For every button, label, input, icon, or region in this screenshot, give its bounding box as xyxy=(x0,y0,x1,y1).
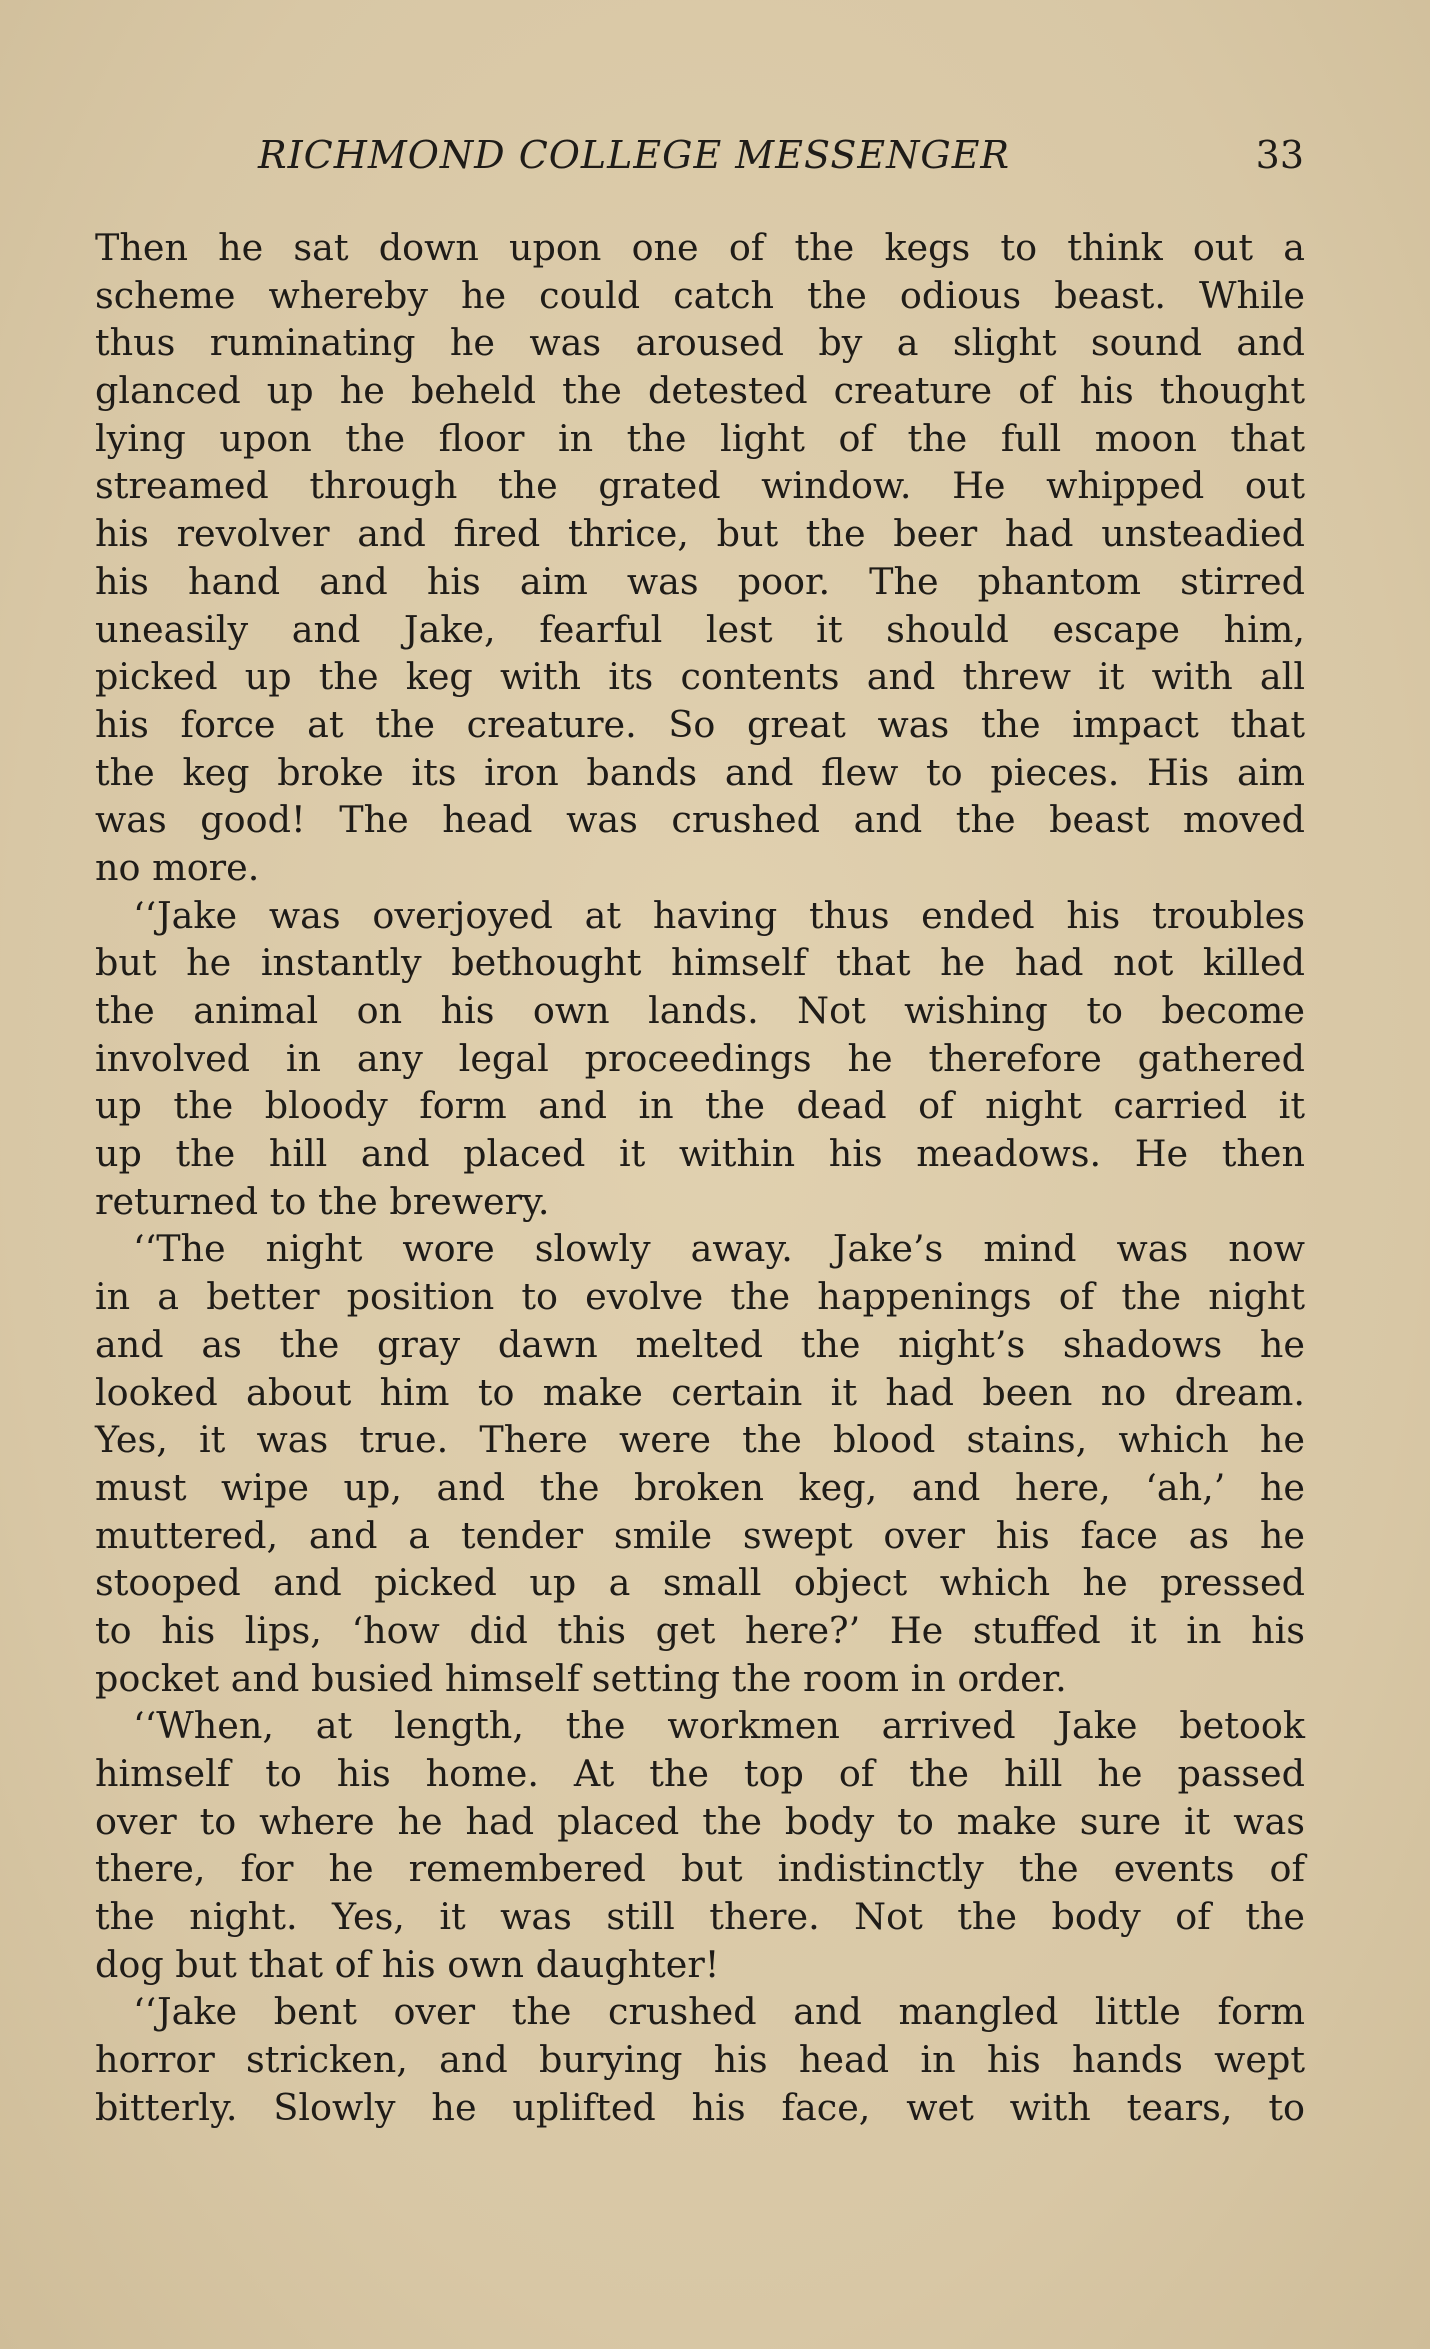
text-line: the night. Yes, it was still there. Not the body of the xyxy=(95,1895,1305,1939)
text-line: must wipe up, and the broken keg, and here, ‘ah,’ he xyxy=(95,1465,1305,1509)
text-line: glanced up he beheld the detested creature of his thought xyxy=(95,369,1305,413)
text-line: ‘‘When, at length, the workmen arrived Jake betook xyxy=(133,1704,1305,1748)
text-line: was good! The head was crushed and the beast moved xyxy=(95,798,1305,842)
page-number: 33 xyxy=(1255,133,1304,177)
text-line: thus ruminating he was aroused by a slight sound and xyxy=(95,321,1305,365)
text-line: in a better position to evolve the happenings of the night xyxy=(95,1275,1305,1319)
text-line: streamed through the grated window. He whipped out xyxy=(95,464,1305,508)
text-line: ‘‘Jake bent over the crushed and mangled little form xyxy=(133,1990,1305,2034)
text-line: uneasily and Jake, fearful lest it should escape him, xyxy=(95,607,1305,651)
text-line: dog but that of his own daughter! xyxy=(95,1942,720,1986)
text-line: his hand and his aim was poor. The phantom stirred xyxy=(95,559,1305,603)
text-line: himself to his home. At the top of the hill he passed xyxy=(95,1752,1305,1795)
text-line: scheme whereby he could catch the odious beast. While xyxy=(95,273,1305,317)
text-line: Yes, it was true. There were the blood stains, which he xyxy=(95,1418,1305,1462)
text-line: involved in any legal proceedings he therefore gathered xyxy=(95,1036,1305,1080)
journal-title: RICHMOND COLLEGE MESSENGER xyxy=(258,133,1011,177)
text-line: the keg broke its iron bands and flew to pieces. His aim xyxy=(95,750,1305,794)
paragraph xyxy=(95,892,1305,1226)
text-line: no more. xyxy=(95,845,260,889)
text-line: to his lips, ‘how did this get here?’ He stuffed it in his xyxy=(95,1608,1305,1652)
text-line: his force at the creature. So great was the impact that xyxy=(95,702,1305,746)
text-line: but he instantly bethought himself that he had not killed xyxy=(95,941,1305,985)
text-line: up the hill and placed it within his meadows. He then xyxy=(95,1132,1305,1176)
text-line: and as the gray dawn melted the night’s shadows he xyxy=(95,1322,1305,1366)
text-line: his revolver and fired thrice, but the beer had unsteadied xyxy=(95,512,1305,556)
text-line: over to where he had placed the body to make sure it was xyxy=(95,1799,1305,1843)
text-line: picked up the keg with its contents and threw it with all xyxy=(95,655,1305,699)
body-text xyxy=(95,224,1305,2132)
text-line: returned to the brewery. xyxy=(95,1179,550,1223)
paragraph xyxy=(95,1702,1305,1988)
text-line: looked about him to make certain it had been no dream. xyxy=(95,1370,1305,1414)
text-line: pocket and busied himself setting the room in order. xyxy=(95,1656,1067,1700)
text-line: ‘‘The night wore slowly away. Jake’s mind was now xyxy=(133,1227,1305,1271)
text-line: horror stricken, and burying his head in his hands wept xyxy=(95,2038,1305,2082)
text-line: there, for he remembered but indistinctly the events of xyxy=(95,1847,1305,1891)
text-line: lying upon the floor in the light of the full moon that xyxy=(95,416,1305,460)
paragraph xyxy=(95,224,1305,892)
text-line: stooped and picked up a small object which he pressed xyxy=(95,1561,1305,1605)
running-head xyxy=(258,125,1304,185)
text-line: the animal on his own lands. Not wishing to become xyxy=(95,989,1305,1032)
paragraph xyxy=(95,1988,1305,2131)
text-line: up the bloody form and in the dead of night carried it xyxy=(95,1084,1305,1128)
text-line: Then he sat down upon one of the kegs to think out a xyxy=(95,226,1305,269)
text-line: bitterly. Slowly he uplifted his face, wet with tears, to xyxy=(95,2085,1305,2129)
text-line: ‘‘Jake was overjoyed at having thus ended his troubles xyxy=(133,893,1305,937)
text-line: muttered, and a tender smile swept over his face as he xyxy=(95,1513,1305,1557)
paragraph xyxy=(95,1225,1305,1702)
